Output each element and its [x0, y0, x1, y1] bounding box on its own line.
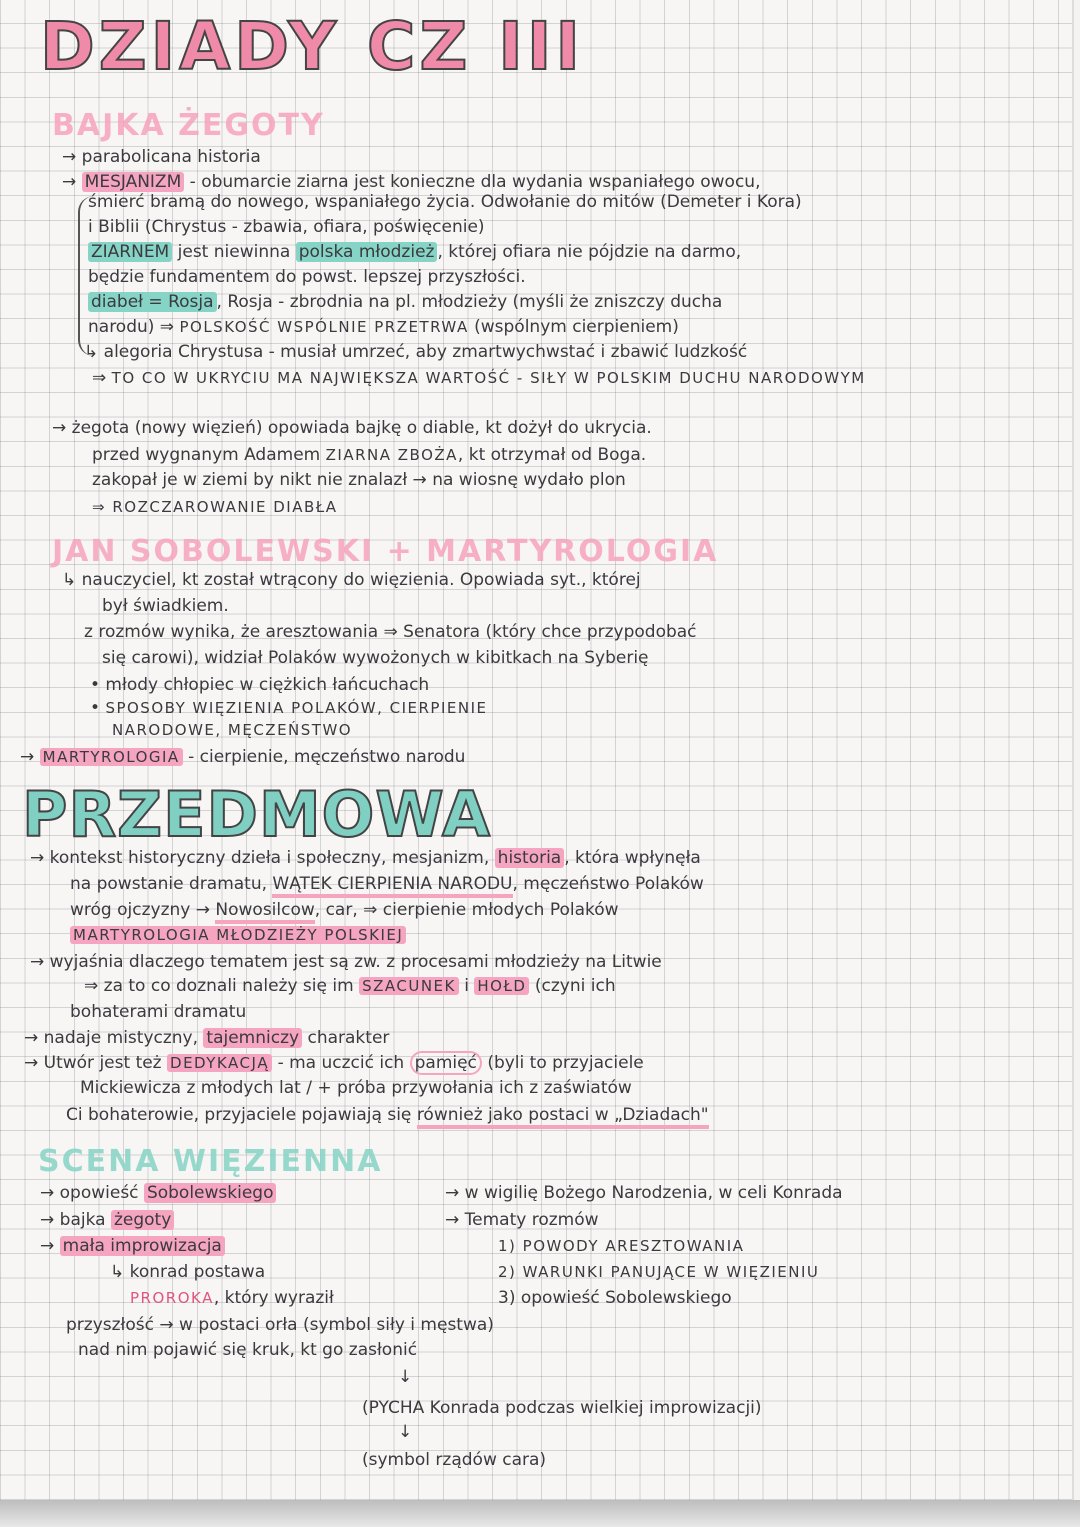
note-text: , której ofiara nie pójdzie na darmo, — [437, 242, 742, 262]
note-text: → bajka — [40, 1210, 111, 1230]
note-line — [92, 468, 626, 492]
note-text: → żegota (nowy więzień) opowiada bajkę o diable, kt dożył do ukrycia. — [52, 418, 652, 438]
note-text: na powstanie dramatu, — [70, 874, 273, 894]
page-edge-shadow — [0, 1500, 1080, 1527]
note-line — [70, 898, 619, 922]
note-text: ↳ nauczyciel, kt został wtrącony do więzienia. Opowiada syt., której — [62, 570, 641, 590]
note-text: TO CO W UKRYCIU MA NAJWIĘKSZA WARTOŚĆ - SIŁY W POLSKIM DUCHU NARODOWYM — [111, 369, 866, 387]
note-line — [40, 1234, 225, 1258]
note-line — [102, 646, 649, 670]
note-line — [40, 1181, 276, 1205]
note-line — [88, 315, 679, 339]
note-text: POLSKOŚĆ WSPÓLNIE PRZETRWA — [179, 318, 469, 336]
note-line — [80, 1076, 632, 1100]
note-text: nad nim pojawić się kruk, kt go zasłonić — [78, 1340, 418, 1360]
underlined-text: WĄTEK CIERPIENIA NARODU — [272, 874, 512, 898]
note-text: się carowi), widział Polaków wywożonych w kibitkach na Syberię — [102, 648, 649, 668]
note-text: ⇒ — [92, 368, 112, 388]
note-line — [62, 145, 261, 169]
note-line — [112, 718, 352, 742]
note-text: SPOSOBY WIĘZIENIA POLAKÓW, CIERPIENIE — [105, 699, 488, 717]
note-text: będzie fundamentem do powst. lepszej przyszłości. — [88, 267, 526, 287]
page-title: DZIADY CZ III — [40, 8, 584, 85]
note-text: (PYCHA Konrada podczas wielkiej improwizacji) — [362, 1398, 762, 1418]
note-line — [110, 1260, 265, 1284]
highlighted-text: MESJANIZM — [82, 172, 185, 192]
highlighted-text: ZIARNEM — [88, 242, 172, 262]
highlighted-text: tajemniczy — [203, 1028, 302, 1048]
note-text: - obumarcie ziarna jest konieczne dla wydania wspaniałego owocu, — [184, 172, 761, 192]
note-text: bohaterami dramatu — [70, 1002, 247, 1022]
note-text: z rozmów wynika, że aresztowania ⇒ Senatora (który chce przypodobać — [84, 622, 697, 642]
note-line — [88, 190, 802, 214]
note-text: → opowieść — [40, 1183, 144, 1203]
note-text: → Tematy rozmów — [445, 1210, 599, 1230]
note-text: , męczeństwo Polaków — [512, 874, 704, 894]
note-text: (symbol rządów cara) — [362, 1450, 547, 1470]
note-line — [52, 416, 652, 440]
underlined-text: również jako postaci w „Dziadach" — [417, 1105, 709, 1129]
note-text: Ci bohaterowie, przyjaciele pojawiają się — [66, 1105, 417, 1125]
note-text: NARODOWE, MĘCZEŃSTWO — [112, 721, 353, 739]
note-line — [20, 745, 465, 769]
heading-bajka-zegoty: BAJKA ŻEGOTY — [52, 108, 325, 143]
note-text: → w wigilię Bożego Narodzenia, w celi Konrada — [445, 1183, 843, 1203]
note-text: wróg ojczyzny → — [70, 900, 216, 920]
highlighted-text: HOŁD — [474, 977, 529, 995]
note-line — [498, 1234, 744, 1258]
note-line — [84, 340, 747, 364]
note-text: → — [62, 172, 82, 192]
heading-jan-sobolewski: JAN SOBOLEWSKI + MARTYROLOGIA — [52, 534, 719, 569]
note-text: ↳ alegoria Chrystusa - musiał umrzeć, aby zmartwychwstać i zbawić ludzkość — [84, 342, 748, 362]
note-text: 3) opowieść Sobolewskiego — [498, 1288, 732, 1308]
note-text: pamięć — [410, 1051, 482, 1075]
note-text: zakopał je w ziemi by nikt nie znalazł → na wiosnę wydało plon — [92, 470, 626, 490]
note-text: śmierć bramą do nowego, wspaniałego życia. Odwołanie do mitów (Demeter i Kora) — [88, 192, 802, 212]
note-text: ⇒ za to co doznali należy się im — [84, 976, 360, 996]
note-text: - ma uczcić ich — [272, 1053, 410, 1073]
note-line — [445, 1208, 599, 1232]
highlighted-text: żegoty — [111, 1210, 174, 1230]
note-text: - cierpienie, męczeństwo narodu — [182, 747, 466, 767]
highlighted-text: MARTYROLOGIA MŁODZIEŻY POLSKIEJ — [70, 926, 406, 944]
note-line — [88, 240, 741, 264]
note-line — [62, 568, 641, 592]
note-text: ↳ konrad postawa — [110, 1262, 266, 1282]
note-text: → — [20, 747, 40, 767]
note-line — [90, 696, 488, 720]
heading-przedmowa: PRZEDMOWA — [22, 778, 491, 851]
note-text: → kontekst historyczny dzieła i społeczny, mesjanizm, — [30, 848, 495, 868]
highlighted-text: SZACUNEK — [359, 977, 459, 995]
note-text: (byli to przyjaciele — [481, 1053, 644, 1073]
note-text: , Rosja - zbrodnia na pl. młodzieży (myśli że zniszczy ducha — [216, 292, 723, 312]
note-text: 2) WARUNKI PANUJĄCE W WIĘZIENIU — [498, 1263, 820, 1281]
note-line — [498, 1260, 819, 1284]
note-line — [84, 620, 697, 644]
note-text: i Biblii (Chrystus - zbawia, ofiara, poświęcenie) — [88, 217, 485, 237]
note-text: → — [40, 1236, 60, 1256]
highlighted-text: Sobolewskiego — [144, 1183, 277, 1203]
note-line — [362, 1396, 762, 1420]
note-line — [78, 1338, 417, 1362]
note-text: • młody chłopiec w ciężkich łańcuchach — [90, 675, 430, 695]
highlighted-text: mała improwizacja — [60, 1236, 225, 1256]
note-text: i — [458, 976, 475, 996]
note-text: , który wyraził — [213, 1288, 334, 1308]
note-line — [445, 1181, 843, 1205]
note-text: → nadaje mistyczny, — [24, 1028, 204, 1048]
note-line — [92, 366, 866, 390]
note-text: ZIARNA ZBOŻA — [325, 446, 458, 464]
note-text: → wyjaśnia dlaczego tematem jest są zw. z procesami młodzieży na Litwie — [30, 952, 662, 972]
note-text: przyszłość → w postaci orła (symbol siły i męstwa) — [66, 1315, 494, 1335]
note-line — [498, 1286, 732, 1310]
note-text: był świadkiem. — [102, 596, 229, 616]
note-text: ⇒ ROZCZAROWANIE DIABŁA — [92, 498, 338, 516]
highlighted-text: diabeł = Rosja — [88, 292, 217, 312]
note-line — [66, 1103, 709, 1127]
note-text: PROROKA — [130, 1289, 214, 1307]
note-line — [398, 1420, 412, 1444]
highlighted-text: polska młodzież — [296, 242, 438, 262]
note-text: jest niewinna — [172, 242, 296, 262]
note-text: → Utwór jest też — [24, 1053, 168, 1073]
note-line — [92, 443, 646, 467]
highlighted-text: historia — [495, 848, 565, 868]
note-line — [90, 673, 429, 697]
note-text: • — [90, 698, 106, 718]
note-text: charakter — [302, 1028, 390, 1048]
note-line — [24, 1051, 644, 1075]
note-line — [84, 974, 616, 998]
note-line — [88, 265, 526, 289]
highlighted-text: DEDYKACJĄ — [167, 1054, 272, 1072]
underlined-text: Nowosilcow — [215, 900, 314, 924]
note-line — [398, 1365, 412, 1389]
note-line — [70, 872, 704, 896]
note-line — [88, 215, 485, 239]
note-line — [362, 1448, 546, 1472]
note-line — [88, 290, 722, 314]
note-line — [66, 1313, 494, 1337]
note-line — [30, 846, 701, 870]
note-text: Mickiewicza z młodych lat / + próba przywołania ich z zaświatów — [80, 1078, 632, 1098]
note-line — [30, 950, 662, 974]
note-text: ↓ — [398, 1422, 413, 1442]
note-text: narodu) ⇒ — [88, 317, 180, 337]
note-text: (czyni ich — [529, 976, 616, 996]
note-line — [92, 495, 337, 519]
note-text: , car, ⇒ cierpienie młodych Polaków — [314, 900, 619, 920]
note-line — [24, 1026, 389, 1050]
note-line — [70, 923, 406, 947]
note-text: , kt otrzymał od Boga. — [457, 445, 647, 465]
note-line — [102, 594, 229, 618]
note-text: → parabolicana historia — [62, 147, 261, 167]
highlighted-text: MARTYROLOGIA — [40, 748, 183, 766]
note-line — [40, 1208, 174, 1232]
note-text: (wspólnym cierpieniem) — [468, 317, 679, 337]
note-text: 1) POWODY ARESZTOWANIA — [498, 1237, 745, 1255]
note-text: , która wpłynęła — [564, 848, 701, 868]
note-text: przed wygnanym Adamem — [92, 445, 326, 465]
note-text: ↓ — [398, 1367, 413, 1387]
note-line — [70, 1000, 246, 1024]
note-line — [130, 1286, 334, 1310]
heading-scena-wiezienna: SCENA WIĘZIENNA — [38, 1144, 383, 1179]
